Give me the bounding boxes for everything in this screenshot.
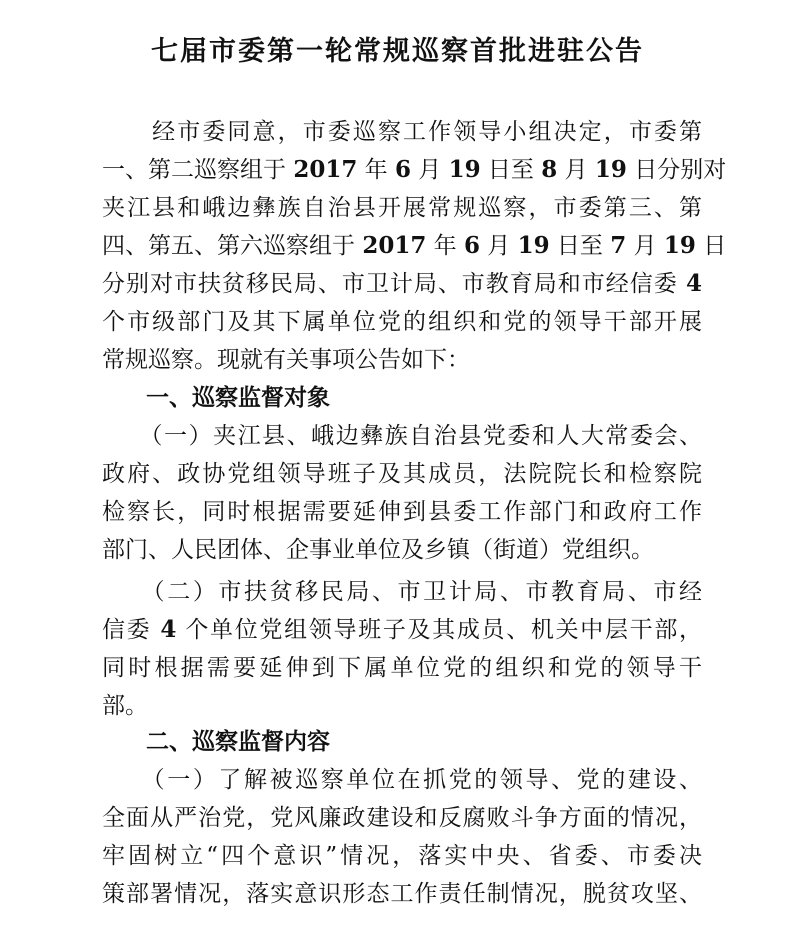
section-1-item-1-line-4: 部门、人民团体、企事业单位及乡镇（街道）党组织。 [102, 537, 654, 563]
intro-line-7: 常规巡察。现就有关事项公告如下： [102, 347, 470, 373]
intro-line-2: 一、第二巡察组于 2017 年 6 月 19 日至 8 月 19 日分别对 [102, 156, 727, 183]
section-2-item-1-line-1: （一）了解被巡察单位在抓党的领导、党的建设、 [102, 767, 702, 793]
section-2-item-1-line-2: 全面从严治党，党风廉政建设和反腐败斗争方面的情况， [102, 805, 702, 831]
section-1-item-1-line-3: 检察长，同时根据需要延伸到县委工作部门和政府工作 [102, 499, 702, 525]
section-1-item-1-line-2: 政府、政协党组领导班子及其成员，法院院长和检察院 [102, 461, 702, 487]
section-1-heading: 一、巡察监督对象 [146, 384, 330, 411]
section-2-item-1-line-4: 策部署情况，落实意识形态工作责任制情况，脱贫攻坚、 [102, 881, 702, 907]
intro-line-6: 个市级部门及其下属单位党的组织和党的领导干部开展 [102, 309, 702, 335]
section-2-item-1-line-3: 牢固树立“四个意识”情况，落实中央、省委、市委决 [102, 843, 702, 869]
intro-line-5: 分别对市扶贫移民局、市卫计局、市教育局和市经信委 4 [102, 270, 702, 297]
intro-line-1: 经市委同意，市委巡察工作领导小组决定，市委第 [102, 119, 702, 145]
section-1-item-2-line-2: 信委 4 个单位党组领导班子及其成员、机关中层干部， [102, 616, 703, 643]
section-1-item-2-line-4: 部。 [102, 693, 148, 719]
section-2-heading: 二、巡察监督内容 [146, 728, 330, 755]
intro-line-4: 四、第五、第六巡察组于 2017 年 6 月 19 日至 7 月 19 日 [102, 232, 727, 259]
section-1-item-2-line-1: （二）市扶贫移民局、市卫计局、市教育局、市经 [102, 579, 702, 605]
document-title: 七届市委第一轮常规巡察首批进驻公告 [151, 36, 644, 67]
intro-line-3: 夹江县和峨边彝族自治县开展常规巡察，市委第三、第 [102, 195, 702, 221]
section-1-item-2-line-3: 同时根据需要延伸到下属单位党的组织和党的领导干 [102, 655, 702, 681]
section-1-item-1-line-1: （一）夹江县、峨边彝族自治县党委和人大常委会、 [102, 423, 702, 449]
